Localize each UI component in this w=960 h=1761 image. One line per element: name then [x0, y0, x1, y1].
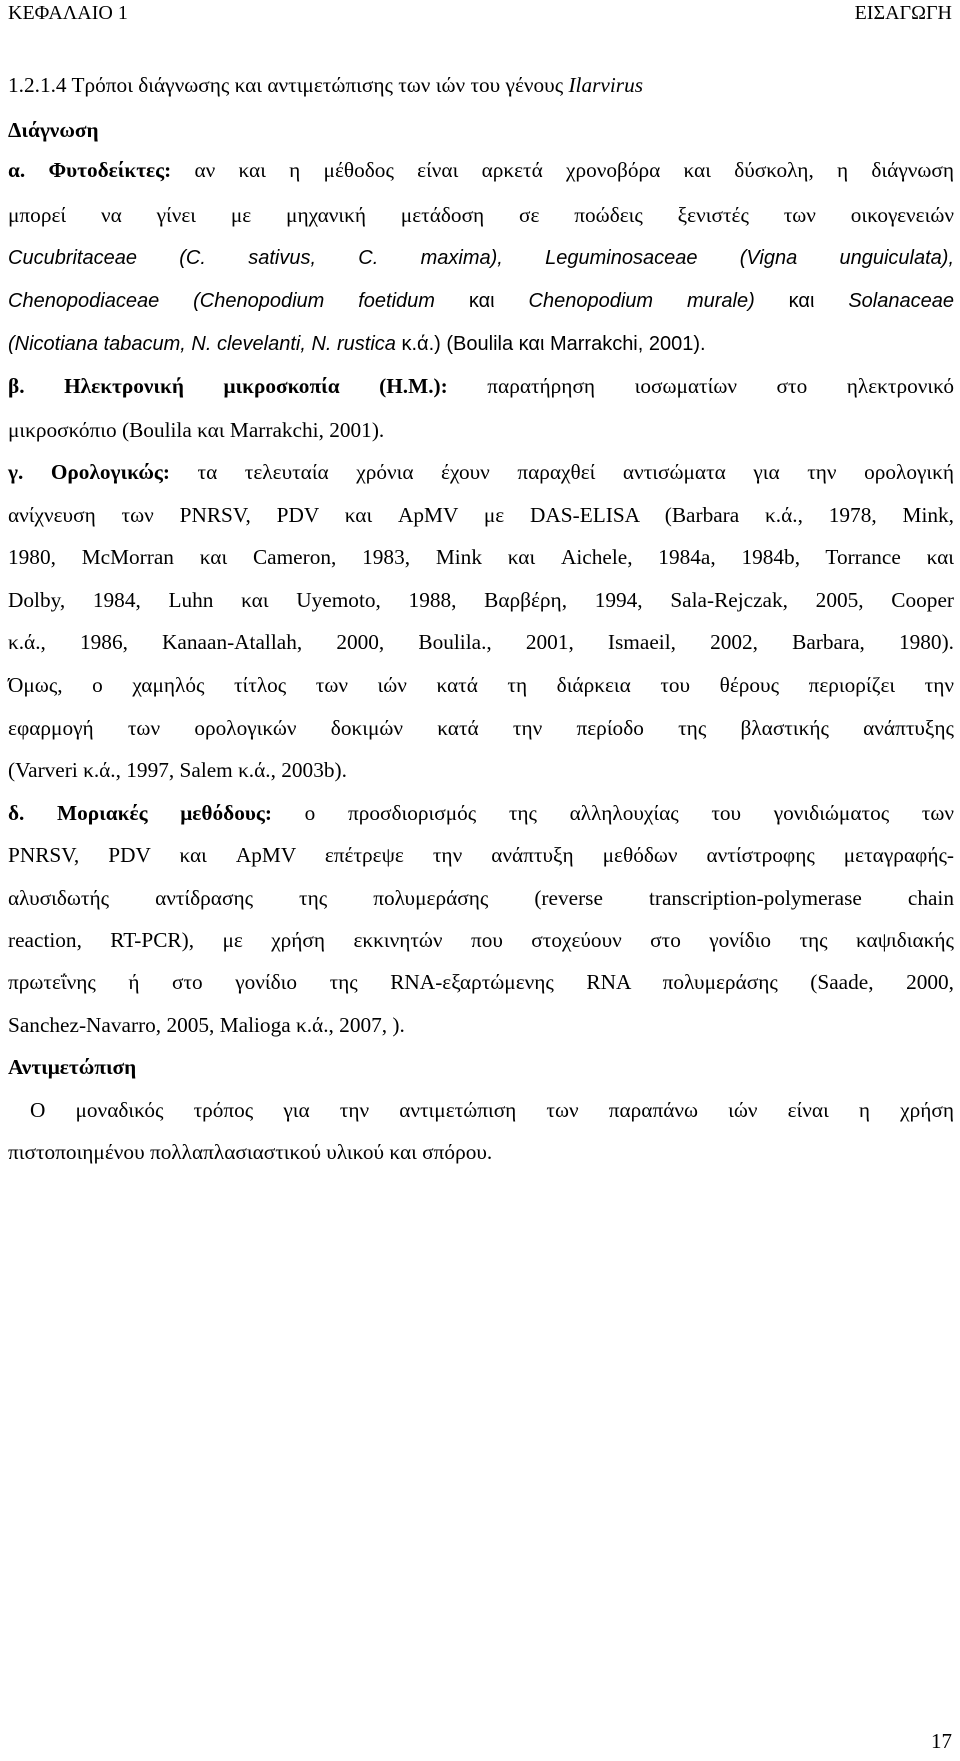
- para-a-line: (Nicotiana tabacum, N. clevelanti, N. rustica κ.ά.) (Boulila και Marrakchi, 2001).: [8, 333, 706, 355]
- treatment-line: Ο μοναδικός τρόπος για την αντιμετώπιση των παραπάνω ιών είναι η χρήση: [30, 1098, 954, 1122]
- section-title: 1.2.1.4 Τρόποι διάγνωσης και αντιμετώπισης των ιών του γένους Ilarvirus: [8, 73, 644, 97]
- page-number: 17: [931, 1729, 952, 1753]
- para-d-line: reaction, RT-PCR), με χρήση εκκινητών που στοχεύουν στο γονίδιο της καψιδιακής: [8, 928, 954, 952]
- para-g-line: (Varveri κ.ά., 1997, Salem κ.ά., 2003b).: [8, 758, 347, 782]
- para-g-line: γ. Ορολογικώς: τα τελευταία χρόνια έχουν παραχθεί αντισώματα για την ορολογική: [8, 460, 954, 484]
- diagnosis-heading: Διάγνωση: [8, 118, 99, 142]
- para-g-line: 1980, McMorran και Cameron, 1983, Mink και Aichele, 1984a, 1984b, Torrance και: [8, 545, 954, 569]
- treatment-heading: Αντιμετώπιση: [8, 1055, 137, 1079]
- para-g-line: κ.ά., 1986, Kanaan-Atallah, 2000, Boulila., 2001, Ismaeil, 2002, Barbara, 1980).: [8, 630, 954, 654]
- para-d-line: Sanchez-Navarro, 2005, Malioga κ.ά., 2007, ).: [8, 1013, 405, 1037]
- para-g-line: ανίχνευση των PNRSV, PDV και ApMV με DAS-ELISA (Barbara κ.ά., 1978, Mink,: [8, 503, 954, 527]
- treatment-line: πιστοποιημένου πολλαπλασιαστικού υλικού και σπόρου.: [8, 1140, 493, 1164]
- para-d-line: PNRSV, PDV και ApMV επέτρεψε την ανάπτυξη μεθόδων αντίστροφης μεταγραφής-: [8, 843, 954, 867]
- para-d-line: δ. Μοριακές μεθόδους: ο προσδιορισμός της αλληλουχίας του γονιδιώματος των: [8, 801, 955, 825]
- para-g-line: Dolby, 1984, Luhn και Uyemoto, 1988, Βαρβέρη, 1994, Sala-Rejczak, 2005, Cooper: [8, 588, 954, 612]
- para-d-line: αλυσιδωτής αντίδρασης της πολυμεράσης (reverse transcription-polymerase chain: [8, 886, 954, 910]
- para-a-line: α. Φυτοδείκτες: αν και η μέθοδος είναι αρκετά χρονοβόρα και δύσκολη, η διάγνωση: [8, 158, 954, 182]
- para-d-line: πρωτεΐνης ή στο γονίδιο της RNA-εξαρτώμενης RNA πολυμεράσης (Saade, 2000,: [8, 970, 954, 994]
- para-a-line: Chenopodiaceae (Chenopodium foetidum και Chenopodium murale) και Solanaceae: [8, 290, 954, 312]
- chapter-header: ΚΕΦΑΛΑΙΟ 1: [8, 2, 128, 24]
- para-g-line: Όμως, ο χαμηλός τίτλος των ιών κατά τη διάρκεια του θέρους περιορίζει την: [8, 673, 954, 697]
- para-a-line: Cucubritaceae (C. sativus, C. maxima), Leguminosaceae (Vigna unguiculata),: [8, 247, 954, 269]
- para-g-line: εφαρμογή των ορολογικών δοκιμών κατά την περίοδο της βλαστικής ανάπτυξης: [8, 716, 954, 740]
- para-a-line: μπορεί να γίνει με μηχανική μετάδοση σε ποώδεις ξενιστές των οικογενειών: [8, 203, 954, 227]
- para-b-line: β. Ηλεκτρονική μικροσκοπία (Η.Μ.): παρατήρηση ιοσωματίων στο ηλεκτρονικό: [8, 374, 954, 398]
- para-b-line: μικροσκόπιο (Boulila και Marrakchi, 2001).: [8, 418, 385, 442]
- section-header: ΕΙΣΑΓΩΓΗ: [854, 2, 952, 24]
